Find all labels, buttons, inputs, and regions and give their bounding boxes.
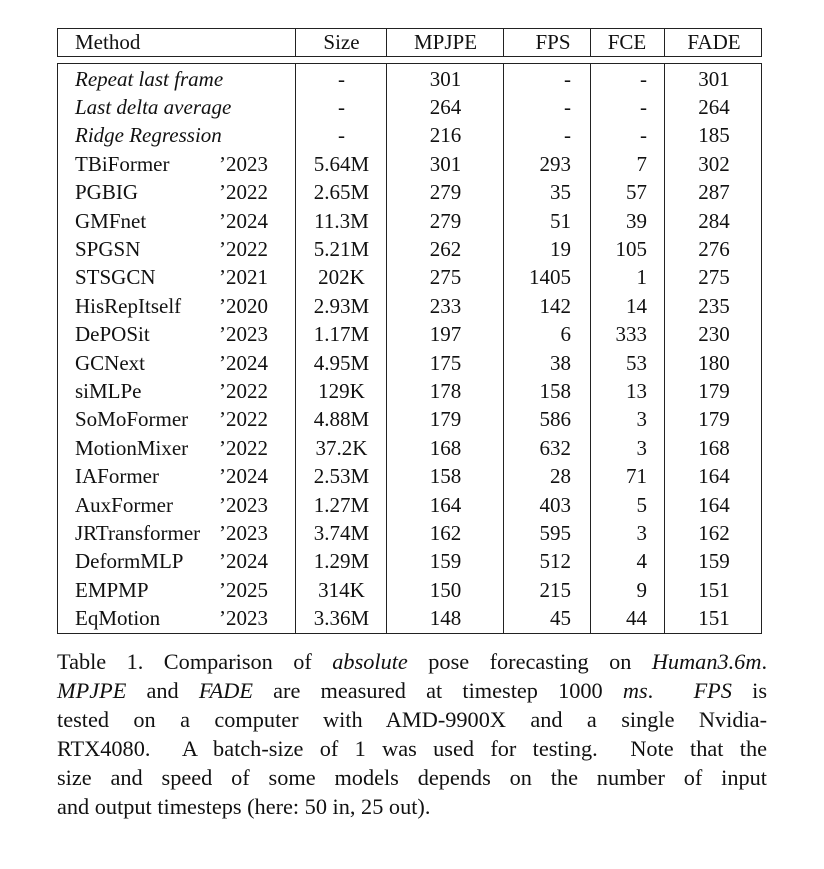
cell-method: EqMotion bbox=[75, 606, 161, 631]
cell-fade: 168 bbox=[698, 435, 730, 460]
cell-fade: 180 bbox=[698, 350, 730, 375]
cell-mpjpe: 279 bbox=[429, 180, 462, 205]
cell-year: ’2022 bbox=[219, 378, 268, 403]
table-row bbox=[58, 207, 760, 235]
table-row bbox=[58, 604, 760, 632]
cell-fps: 215 bbox=[539, 577, 571, 602]
cell-fps: 586 bbox=[539, 407, 571, 432]
cell-fce: 5 bbox=[636, 492, 647, 517]
cell-fce: 14 bbox=[626, 293, 647, 318]
cell-year: ’2023 bbox=[219, 606, 268, 631]
cell-fade: 185 bbox=[698, 123, 730, 148]
cell-fce: 71 bbox=[626, 464, 647, 489]
cell-method: STSGCN bbox=[75, 265, 156, 290]
cell-fps: 35 bbox=[550, 180, 571, 205]
header-fce: FCE bbox=[607, 30, 647, 54]
cell-size: 314K bbox=[318, 577, 365, 602]
cell-size: 2.93M bbox=[313, 293, 370, 318]
cell-fce: 57 bbox=[626, 180, 647, 205]
cell-year: ’2020 bbox=[219, 293, 268, 318]
cell-size: - bbox=[338, 123, 345, 148]
cell-method: Last delta average bbox=[75, 94, 232, 119]
cell-method: siMLPe bbox=[75, 378, 142, 403]
cell-mpjpe: 301 bbox=[429, 66, 462, 91]
cell-size: 202K bbox=[318, 265, 365, 290]
cell-size: 37.2K bbox=[315, 435, 368, 460]
caption-line bbox=[57, 647, 767, 676]
cell-fade: 164 bbox=[698, 492, 730, 517]
cell-fps: 595 bbox=[539, 520, 571, 545]
table-row bbox=[58, 519, 760, 547]
cell-fce: 7 bbox=[636, 151, 647, 176]
cell-fade: 230 bbox=[698, 322, 730, 347]
caption-line bbox=[57, 734, 767, 763]
cell-fps: - bbox=[564, 66, 571, 91]
caption-text: ms bbox=[622, 678, 648, 703]
cell-mpjpe: 159 bbox=[429, 549, 462, 574]
cell-fce: 13 bbox=[626, 378, 647, 403]
cell-fade: 179 bbox=[698, 407, 730, 432]
cell-fps: 19 bbox=[550, 236, 571, 261]
caption-text: tested on a computer with AMD-9900X and a single Nvidia- bbox=[57, 707, 767, 732]
caption-line bbox=[57, 676, 767, 705]
cell-method: HisRepItself bbox=[75, 293, 182, 318]
cell-year: ’2022 bbox=[219, 435, 268, 460]
cell-mpjpe: 168 bbox=[429, 435, 462, 460]
cell-year: ’2024 bbox=[219, 208, 268, 233]
cell-mpjpe: 279 bbox=[429, 208, 462, 233]
cell-method: GCNext bbox=[75, 350, 145, 375]
cell-fade: 159 bbox=[698, 549, 730, 574]
cell-size: 2.53M bbox=[313, 464, 370, 489]
cell-fps: 158 bbox=[539, 378, 571, 403]
cell-mpjpe: 164 bbox=[429, 492, 462, 517]
cell-year: ’2023 bbox=[219, 492, 268, 517]
table-row bbox=[58, 150, 760, 178]
cell-fce: 4 bbox=[636, 549, 647, 574]
cell-fps: 403 bbox=[539, 492, 571, 517]
cell-fce: 3 bbox=[636, 407, 647, 432]
cell-fade: 151 bbox=[698, 577, 730, 602]
cell-mpjpe: 150 bbox=[429, 577, 462, 602]
cell-size: 4.88M bbox=[313, 407, 370, 432]
cell-size: 11.3M bbox=[314, 208, 369, 233]
table-row bbox=[58, 235, 760, 263]
cell-method: EMPMP bbox=[75, 577, 149, 602]
cell-fade: 179 bbox=[698, 378, 730, 403]
cell-fps: - bbox=[564, 123, 571, 148]
table-row bbox=[58, 263, 760, 291]
cell-method: PGBIG bbox=[75, 180, 139, 205]
cell-size: - bbox=[338, 94, 345, 119]
table-caption bbox=[57, 647, 767, 821]
table-row bbox=[58, 576, 760, 604]
cell-size: 2.65M bbox=[313, 180, 370, 205]
cell-fps: 1405 bbox=[529, 265, 571, 290]
cell-year: ’2024 bbox=[219, 350, 268, 375]
table-row bbox=[58, 178, 760, 206]
table-row bbox=[58, 434, 760, 462]
cell-fps: 38 bbox=[550, 350, 571, 375]
cell-fce: 9 bbox=[636, 577, 647, 602]
cell-year: ’2022 bbox=[219, 180, 268, 205]
table-row bbox=[58, 462, 760, 490]
cell-fce: 105 bbox=[615, 236, 647, 261]
cell-method: SPGSN bbox=[75, 236, 141, 261]
header-row bbox=[58, 28, 760, 56]
cell-mpjpe: 216 bbox=[429, 123, 462, 148]
cell-fps: 632 bbox=[539, 435, 571, 460]
cell-method: AuxFormer bbox=[75, 492, 173, 517]
caption-text: pose forecasting on bbox=[407, 649, 652, 674]
cell-mpjpe: 162 bbox=[429, 520, 462, 545]
table-header bbox=[57, 28, 762, 57]
cell-fps: 51 bbox=[550, 208, 571, 233]
cell-year: ’2021 bbox=[219, 265, 268, 290]
caption-text: MPJPE bbox=[57, 678, 127, 703]
caption-text: size and speed of some models depends on the number of input bbox=[57, 765, 767, 790]
caption-text: absolute bbox=[332, 649, 408, 674]
table-row bbox=[58, 349, 760, 377]
cell-fade: 164 bbox=[698, 464, 730, 489]
cell-mpjpe: 301 bbox=[429, 151, 462, 176]
cell-method: MotionMixer bbox=[75, 435, 189, 460]
cell-method: Repeat last frame bbox=[75, 66, 224, 91]
cell-fade: 275 bbox=[698, 265, 730, 290]
cell-fce: 333 bbox=[615, 322, 647, 347]
cell-fce: 53 bbox=[626, 350, 647, 375]
header-method: Method bbox=[75, 30, 141, 54]
cell-fce: 1 bbox=[636, 265, 647, 290]
cell-fce: 3 bbox=[636, 435, 647, 460]
cell-fce: 39 bbox=[626, 208, 647, 233]
cell-method: IAFormer bbox=[75, 464, 159, 489]
cell-mpjpe: 179 bbox=[429, 407, 462, 432]
cell-fade: 235 bbox=[698, 293, 730, 318]
cell-mpjpe: 148 bbox=[429, 606, 462, 631]
caption-text: . bbox=[761, 649, 768, 674]
cell-year: ’2022 bbox=[219, 407, 268, 432]
caption-text: is bbox=[731, 678, 767, 703]
cell-fps: 142 bbox=[539, 293, 571, 318]
cell-size: 5.64M bbox=[313, 151, 370, 176]
cell-fce: - bbox=[640, 94, 647, 119]
cell-fce: 3 bbox=[636, 520, 647, 545]
cell-fce: - bbox=[640, 66, 647, 91]
table-body bbox=[57, 63, 762, 634]
caption-text: and bbox=[126, 678, 199, 703]
cell-year: ’2023 bbox=[219, 322, 268, 347]
cell-fps: 293 bbox=[539, 151, 571, 176]
cell-method: SoMoFormer bbox=[75, 407, 189, 432]
cell-fade: 302 bbox=[698, 151, 730, 176]
caption-text: FPS bbox=[693, 678, 732, 703]
cell-fade: 162 bbox=[698, 520, 730, 545]
cell-mpjpe: 275 bbox=[429, 265, 462, 290]
cell-fps: 512 bbox=[539, 549, 571, 574]
cell-fce: - bbox=[640, 123, 647, 148]
caption-text: . bbox=[647, 678, 694, 703]
cell-fade: 301 bbox=[698, 66, 730, 91]
table-row bbox=[58, 65, 760, 93]
caption-text: RTX4080. A batch-size of 1 was used for testing. Note that the bbox=[57, 736, 767, 761]
cell-method: DeformMLP bbox=[75, 549, 184, 574]
table-row bbox=[58, 320, 760, 348]
table-row bbox=[58, 121, 760, 149]
cell-fade: 151 bbox=[698, 606, 730, 631]
cell-size: 1.29M bbox=[313, 549, 370, 574]
cell-fps: 28 bbox=[550, 464, 571, 489]
caption-line bbox=[57, 705, 767, 734]
table-row bbox=[58, 377, 760, 405]
cell-year: ’2025 bbox=[219, 577, 268, 602]
cell-method: Ridge Regression bbox=[75, 123, 222, 148]
cell-size: 1.17M bbox=[313, 322, 370, 347]
cell-fce: 44 bbox=[626, 606, 647, 631]
cell-year: ’2024 bbox=[219, 549, 268, 574]
table-row bbox=[58, 491, 760, 519]
cell-method: DePOSit bbox=[75, 322, 150, 347]
cell-size: 1.27M bbox=[313, 492, 370, 517]
cell-fade: 264 bbox=[698, 94, 730, 119]
cell-mpjpe: 197 bbox=[429, 322, 462, 347]
caption-line bbox=[57, 792, 767, 821]
cell-year: ’2022 bbox=[219, 236, 268, 261]
table-row bbox=[58, 547, 760, 575]
caption-text: Human3.6m bbox=[651, 649, 762, 674]
header-fade: FADE bbox=[687, 30, 741, 54]
cell-method: TBiFormer bbox=[75, 151, 170, 176]
caption-text: are measured at timestep 1000 bbox=[252, 678, 623, 703]
cell-mpjpe: 262 bbox=[429, 236, 462, 261]
table-row bbox=[58, 93, 760, 121]
cell-fps: - bbox=[564, 94, 571, 119]
cell-mpjpe: 178 bbox=[429, 378, 462, 403]
cell-fade: 276 bbox=[698, 236, 730, 261]
caption-text: and output timesteps (here: 50 in, 25 out). bbox=[57, 794, 431, 819]
cell-size: - bbox=[338, 66, 345, 91]
cell-fade: 284 bbox=[698, 208, 730, 233]
cell-method: GMFnet bbox=[75, 208, 147, 233]
cell-fps: 6 bbox=[560, 322, 571, 347]
cell-fps: 45 bbox=[550, 606, 571, 631]
cell-year: ’2023 bbox=[219, 520, 268, 545]
cell-size: 3.36M bbox=[313, 606, 370, 631]
cell-mpjpe: 158 bbox=[429, 464, 462, 489]
table-row bbox=[58, 292, 760, 320]
table-row bbox=[58, 405, 760, 433]
caption-text: Table 1. Comparison of bbox=[57, 649, 333, 674]
header-fps: FPS bbox=[535, 30, 571, 54]
cell-size: 129K bbox=[318, 378, 365, 403]
cell-mpjpe: 264 bbox=[429, 94, 462, 119]
cell-year: ’2024 bbox=[219, 464, 268, 489]
caption-text: FADE bbox=[198, 678, 253, 703]
cell-method: JRTransformer bbox=[75, 520, 201, 545]
header-mpjpe: MPJPE bbox=[413, 30, 478, 54]
cell-size: 3.74M bbox=[313, 520, 370, 545]
cell-size: 4.95M bbox=[313, 350, 370, 375]
caption-line bbox=[57, 763, 767, 792]
cell-size: 5.21M bbox=[313, 236, 370, 261]
cell-mpjpe: 233 bbox=[429, 293, 462, 318]
cell-fade: 287 bbox=[698, 180, 730, 205]
cell-year: ’2023 bbox=[219, 151, 268, 176]
cell-mpjpe: 175 bbox=[429, 350, 462, 375]
header-size: Size bbox=[323, 30, 360, 54]
